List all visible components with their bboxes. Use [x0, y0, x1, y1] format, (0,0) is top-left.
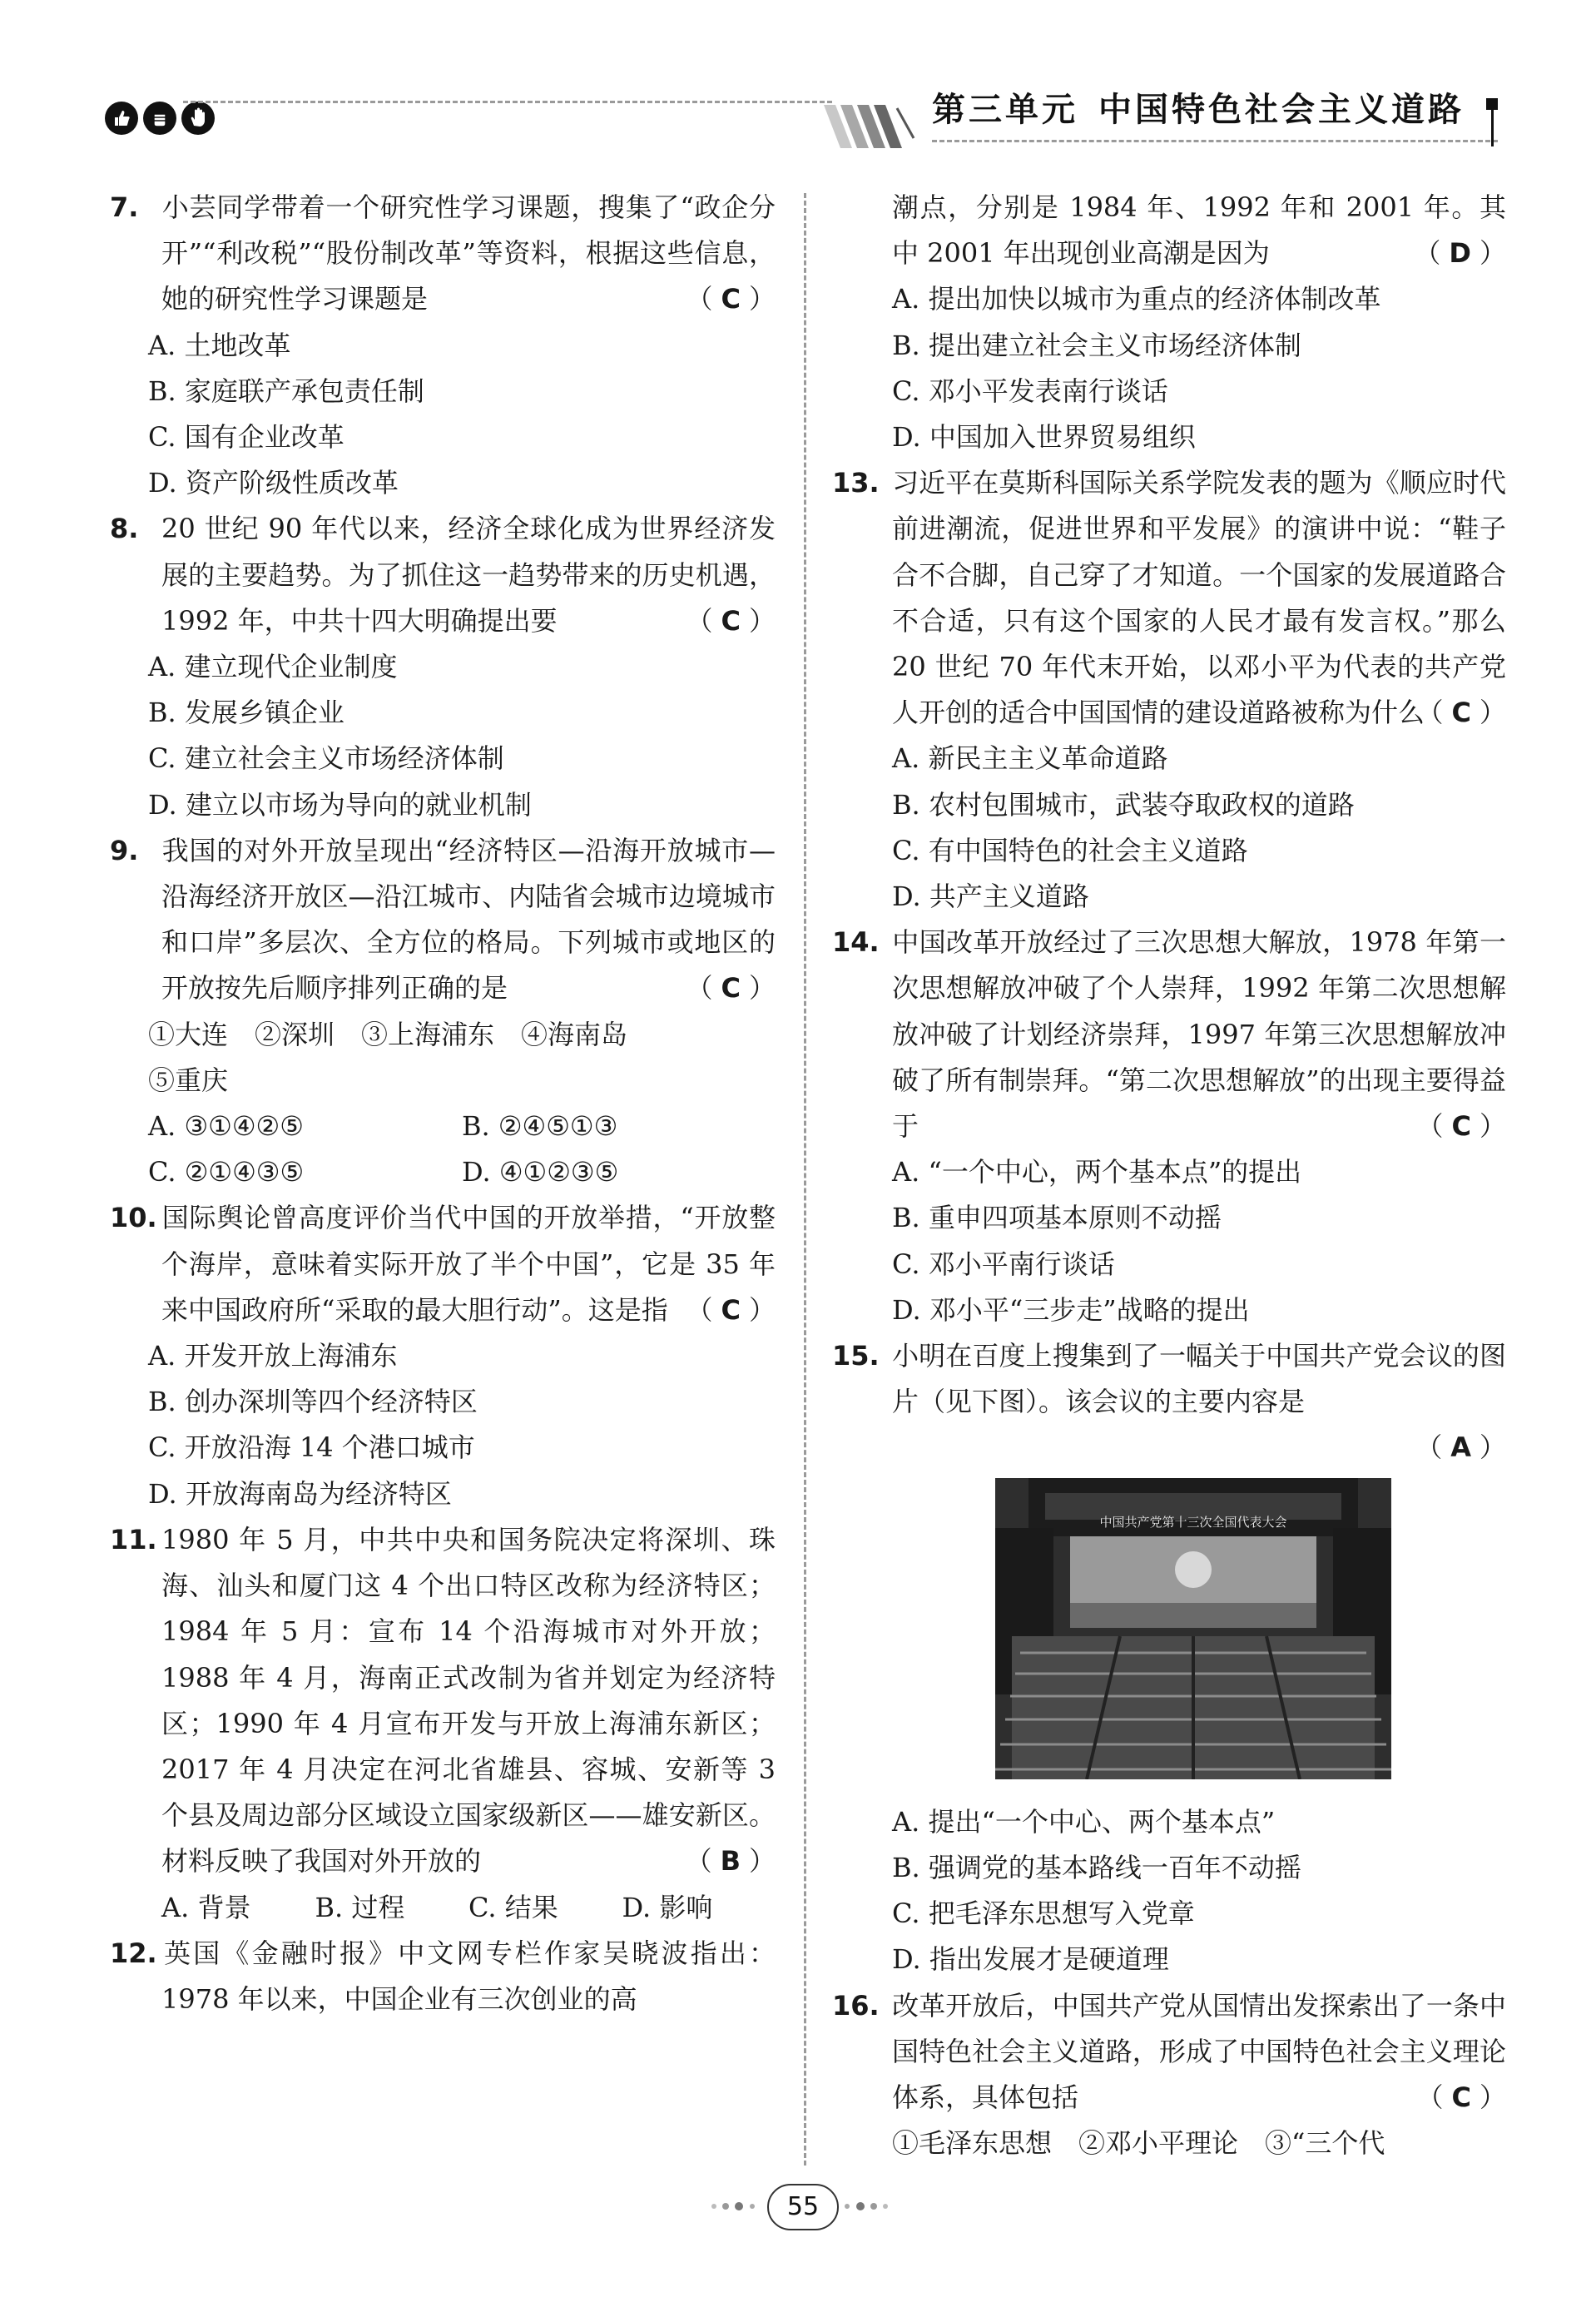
answer-letter: D [1449, 237, 1471, 270]
option-a: A. 开发开放上海浦东 [148, 1340, 398, 1372]
option-b: B. 发展乡镇企业 [148, 697, 344, 729]
open-hand-icon [181, 102, 215, 135]
option-d: D. 共产主义道路 [892, 881, 1089, 913]
question-number: 11. [110, 1523, 157, 1555]
corner-line-mark [1491, 110, 1494, 146]
option-a: A. 提出“一个中心、两个基本点” [892, 1805, 1276, 1838]
option-a: A. ③①④②⑤ [148, 1110, 304, 1143]
item-list-line-2: ⑤重庆 [148, 1064, 229, 1096]
options-row-1 [110, 1104, 776, 1149]
option-b: B. 过程 [315, 1891, 405, 1923]
question-stem: 习近平在莫斯科国际关系学院发表的题为《顺应时代前进潮流，促进世界和平发展》的演讲中说：“鞋子合不合脚，自己穿了才知道。一个国家的发展道路合不合适，只有这个国家的人民才最有发言权。”那么 20 世纪 70 年代末开始，以邓小平为代表的共产党人开创的适合中国国情的建设道路被称为什么 [892, 467, 1506, 729]
option-b: B. ②④⑤①③ [462, 1110, 618, 1143]
answer-bracket: （ C ） [686, 283, 776, 315]
page-number-dots-left [707, 2200, 757, 2212]
right-column [832, 185, 1506, 2166]
option-b: B. 创办深圳等四个经济特区 [148, 1386, 478, 1418]
answer-letter: C [721, 972, 741, 1005]
question-number: 15. [832, 1340, 880, 1372]
question-stem: 改革开放后，中国共产党从国情出发探索出了一条中国特色社会主义道路，形成了中国特色社会主义理论体系，具体包括 [892, 1989, 1506, 2113]
question-9 [110, 828, 776, 1196]
question-stem: 英国《金融时报》中文网专栏作家吴晓波指出：1978 年以来，中国企业有三次创业的高 [161, 1937, 776, 2015]
congress-photo [995, 1478, 1391, 1779]
answer-letter: B [720, 1845, 741, 1878]
answer-letter: C [721, 283, 741, 315]
question-7 [110, 185, 776, 506]
left-column [110, 185, 776, 2022]
item-list-line-1: ①大连 ②深圳 ③上海浦东 ④海南岛 [148, 1018, 628, 1050]
question-11 [110, 1517, 776, 1931]
question-stem: 中国改革开放经过了三次思想大解放，1978 年第一次思想解放冲破了个人崇拜，1992 年第二次思想解放冲破了计划经济崇拜，1997 年第三次思想解放冲破了所有制崇拜。“第二次思想解放”的出现主要得益于 [892, 926, 1506, 1143]
option-d: D. 资产阶级性质改革 [148, 467, 399, 499]
page-header [0, 0, 1596, 166]
question-number: 9. [110, 834, 139, 866]
answer-bracket: （ B ） [685, 1845, 776, 1878]
question-stem: 小明在百度上搜集到了一幅关于中国共产党会议的图片（见下图）。该会议的主要内容是 [892, 1340, 1506, 1418]
question-stem: 1980 年 5 月，中共中央和国务院决定将深圳、珠海、汕头和厦门这 4 个出口特区改称为经济特区；1984 年 5 月：宣布 14 个沿海城市对外开放；1988 年 4 月，海南正式改制为省并划定为经济特区；1990 年 4 月宣布开发与开放上海浦东新区；2017 年 4 月决定在河北省雄县、容城、安新等 3 个县及周边部分区域设立国家级新区——雄安新区。材料反映了我国对外开放的 [161, 1523, 776, 1878]
question-number: 12. [110, 1937, 157, 1969]
option-b: B. 家庭联产承包责任制 [148, 375, 424, 407]
question-10 [110, 1195, 776, 1516]
answer-bracket: （ C ） [686, 1293, 776, 1326]
question-stem: 小芸同学带着一个研究性学习课题，搜集了“政企分开”“利改税”“股份制改革”等资料，根据这些信息，她的研究性学习课题是 [161, 191, 776, 315]
options-row-2 [110, 1149, 776, 1195]
option-c: C. 开放沿海 14 个港口城市 [148, 1431, 475, 1464]
question-stem: 国际舆论曾高度评价当代中国的开放举措，“开放整个海岸，意味着实际开放了半个中国”，它是 35 年来中国政府所“采取的最大胆行动”。这是指 [161, 1202, 776, 1326]
option-d: D. 中国加入世界贸易组织 [892, 421, 1196, 454]
question-number: 16. [832, 1989, 880, 2022]
option-a: A. 背景 [161, 1891, 251, 1923]
option-c: C. 邓小平南行谈话 [892, 1248, 1115, 1280]
answer-bracket: （ C ） [1416, 1110, 1506, 1143]
hand-icons [105, 102, 215, 135]
question-stem: 20 世纪 90 年代以来，经济全球化成为世界经济发展的主要趋势。为了抓住这一趋势带来的历史机遇，1992 年，中共十四大明确提出要 [161, 513, 776, 637]
question-14 [832, 920, 1506, 1333]
option-d: D. 影响 [622, 1891, 713, 1923]
option-a: A. 土地改革 [148, 329, 291, 361]
option-a: A. 新民主主义革命道路 [892, 742, 1168, 775]
question-number: 7. [110, 191, 139, 223]
answer-bracket: （ C ） [1416, 697, 1506, 729]
option-c: C. 结果 [468, 1891, 558, 1923]
question-12-part-1 [110, 1931, 776, 2022]
option-b: B. 农村包围城市，武装夺取政权的道路 [892, 788, 1355, 821]
option-c: C. 把毛泽东思想写入党章 [892, 1898, 1195, 1930]
question-12-part-2 [832, 185, 1506, 460]
answer-bracket: （ A ） [1415, 1431, 1506, 1464]
question-8 [110, 506, 776, 827]
unit-label: 第三单元 [932, 91, 1078, 129]
answer-letter: A [1450, 1431, 1471, 1464]
option-d: D. ④①②③⑤ [462, 1156, 619, 1188]
fist-icon [143, 102, 176, 135]
option-b: B. 提出建立社会主义市场经济体制 [892, 329, 1301, 361]
corner-square-mark [1486, 98, 1498, 110]
answer-letter: C [1451, 2081, 1471, 2113]
question-15 [832, 1333, 1506, 1982]
page-number: 55 [767, 2184, 839, 2230]
answer-letter: C [1451, 697, 1471, 729]
answer-bracket: （ C ） [686, 972, 776, 1005]
option-c: C. 建立社会主义市场经济体制 [148, 742, 504, 775]
option-c: C. 有中国特色的社会主义道路 [892, 834, 1248, 866]
thumb-icon [105, 102, 138, 135]
unit-name: 中国特色社会主义道路 [1098, 91, 1465, 129]
photo-container [832, 1478, 1506, 1794]
question-number: 10. [110, 1202, 157, 1234]
option-a: A. 建立现代企业制度 [148, 651, 398, 683]
question-stem: 我国的对外开放呈现出“经济特区—沿海开放城市—沿海经济开放区—沿江城市、内陆省会城市边境城市和口岸”多层次、全方位的格局。下列城市或地区的开放按先后顺序排列正确的是 [161, 834, 776, 1005]
page-number-dots-right [842, 2200, 892, 2212]
option-a: A. “一个中心，两个基本点”的提出 [892, 1156, 1302, 1188]
option-c: C. 国有企业改革 [148, 421, 344, 454]
question-stem-continued: 潮点，分别是 1984 年、1992 年和 2001 年。其中 2001 年出现创业高潮是因为 [892, 191, 1506, 270]
question-number: 8. [110, 513, 139, 545]
header-stripes-decoration [824, 105, 915, 148]
option-b: B. 重申四项基本原则不动摇 [892, 1202, 1222, 1234]
option-d: D. 开放海南岛为经济特区 [148, 1477, 452, 1510]
question-16 [832, 1983, 1506, 2167]
unit-title [932, 83, 1531, 136]
header-underline [932, 140, 1498, 142]
question-number: 13. [832, 467, 880, 499]
option-c: C. ②①④③⑤ [148, 1156, 305, 1188]
option-a: A. 提出加快以城市为重点的经济体制改革 [892, 283, 1381, 315]
answer-letter: C [1451, 1110, 1471, 1143]
question-number: 14. [832, 926, 880, 959]
answer-bracket: （ C ） [1416, 2081, 1506, 2113]
item-list-line-1: ①毛泽东思想 ②邓小平理论 ③“三个代 [892, 2127, 1385, 2160]
option-b: B. 强调党的基本路线一百年不动摇 [892, 1851, 1301, 1883]
column-divider [804, 193, 806, 2166]
question-13 [832, 460, 1506, 920]
answer-bracket: （ D ） [1414, 237, 1506, 270]
answer-bracket: （ C ） [686, 604, 776, 637]
option-d: D. 邓小平“三步走”战略的提出 [892, 1293, 1250, 1326]
answer-letter: C [721, 604, 741, 637]
option-d: D. 建立以市场为导向的就业机制 [148, 788, 532, 821]
options-row [110, 1885, 776, 1931]
option-c: C. 邓小平发表南行谈话 [892, 375, 1168, 407]
header-dashed-line [183, 101, 832, 103]
answer-letter: C [721, 1293, 741, 1326]
photo-banner-text: 中国共产党第十三次全国代表大会 [1099, 1514, 1287, 1530]
option-d: D. 指出发展才是硬道理 [892, 1943, 1169, 1976]
